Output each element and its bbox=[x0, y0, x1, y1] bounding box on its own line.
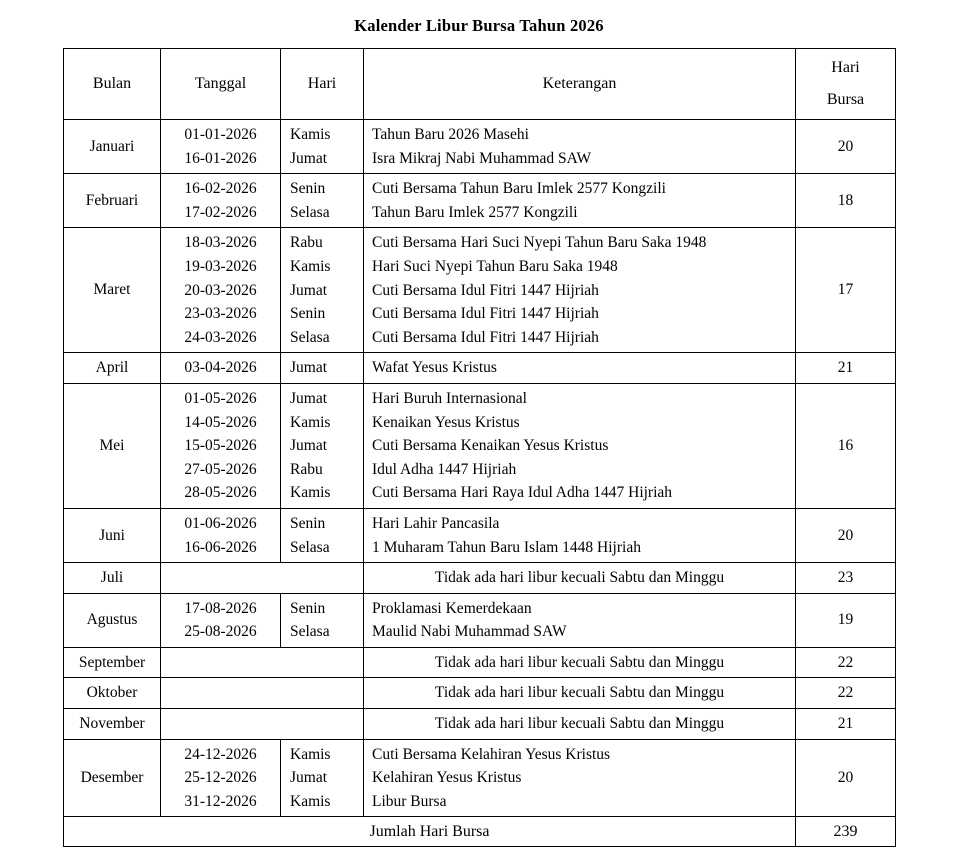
cell-hari bbox=[281, 383, 364, 508]
cell-tanggal-line: 17-08-2026 bbox=[184, 599, 257, 617]
cell-keterangan-lines bbox=[364, 594, 795, 647]
cell-bulan: November bbox=[64, 709, 161, 740]
column-header-hari: Hari bbox=[281, 49, 364, 120]
cell-keterangan-line: Proklamasi Kemerdekaan bbox=[372, 599, 532, 617]
table-body bbox=[64, 120, 896, 817]
cell-bulan: Juni bbox=[64, 508, 161, 562]
cell-hari-lines bbox=[281, 120, 363, 173]
cell-tanggal-lines bbox=[161, 174, 280, 227]
holiday-calendar-table-wrapper bbox=[63, 48, 895, 847]
cell-hari-line: Jumat bbox=[290, 281, 328, 299]
cell-hari-line: Kamis bbox=[290, 413, 331, 431]
cell-tanggal-line: 24-12-2026 bbox=[184, 745, 257, 763]
cell-hari-line: Rabu bbox=[290, 460, 323, 478]
cell-hari-line: Jumat bbox=[290, 769, 328, 787]
cell-keterangan-lines bbox=[364, 709, 795, 739]
cell-tanggal-lines bbox=[161, 740, 280, 817]
cell-keterangan-lines bbox=[364, 353, 795, 383]
cell-hari-bursa: 20 bbox=[796, 120, 896, 174]
cell-keterangan-line: Cuti Bersama Hari Suci Nyepi Tahun Baru Saka 1948 bbox=[372, 234, 707, 252]
cell-keterangan-line: Isra Mikraj Nabi Muhammad SAW bbox=[372, 149, 592, 167]
cell-keterangan-line: Tahun Baru Imlek 2577 Kongzili bbox=[372, 203, 578, 221]
cell-keterangan-line: Cuti Bersama Kenaikan Yesus Kristus bbox=[372, 437, 609, 455]
cell-keterangan-line: Kelahiran Yesus Kristus bbox=[372, 769, 522, 787]
cell-hari bbox=[281, 228, 364, 353]
cell-tanggal-hari-merged-empty bbox=[161, 709, 364, 740]
header-row bbox=[64, 49, 896, 120]
cell-hari-bursa: 17 bbox=[796, 228, 896, 353]
cell-keterangan-line: Cuti Bersama Idul Fitri 1447 Hijriah bbox=[372, 281, 599, 299]
cell-keterangan-line: Cuti Bersama Hari Raya Idul Adha 1447 Hijriah bbox=[372, 484, 673, 502]
cell-tanggal bbox=[161, 383, 281, 508]
cell-hari-bursa: 23 bbox=[796, 563, 896, 594]
cell-keterangan bbox=[364, 174, 796, 228]
cell-hari-line: Senin bbox=[290, 180, 326, 198]
cell-bulan: Maret bbox=[64, 228, 161, 353]
cell-hari-bursa: 20 bbox=[796, 739, 896, 817]
cell-keterangan-lines bbox=[364, 563, 795, 593]
table-row bbox=[64, 739, 896, 817]
cell-tanggal-line: 31-12-2026 bbox=[184, 792, 257, 810]
cell-hari-line: Selasa bbox=[290, 623, 330, 641]
cell-tanggal-line: 01-06-2026 bbox=[184, 514, 257, 532]
cell-tanggal-hari-merged-empty bbox=[161, 678, 364, 709]
cell-hari bbox=[281, 593, 364, 647]
cell-bulan: September bbox=[64, 647, 161, 678]
cell-tanggal bbox=[161, 120, 281, 174]
column-header-hari-bursa bbox=[796, 49, 896, 120]
table-row bbox=[64, 174, 896, 228]
table-row bbox=[64, 228, 896, 353]
cell-hari-bursa: 20 bbox=[796, 508, 896, 562]
cell-hari-line: Kamis bbox=[290, 257, 331, 275]
cell-tanggal bbox=[161, 353, 281, 384]
cell-hari-line: Selasa bbox=[290, 203, 330, 221]
cell-hari-line: Kamis bbox=[290, 792, 331, 810]
cell-hari-lines bbox=[281, 228, 363, 352]
cell-hari-line: Senin bbox=[290, 514, 326, 532]
cell-keterangan-lines bbox=[364, 384, 795, 508]
cell-bulan: Januari bbox=[64, 120, 161, 174]
table-row bbox=[64, 678, 896, 709]
cell-keterangan-line: Hari Buruh Internasional bbox=[372, 389, 527, 407]
cell-keterangan bbox=[364, 678, 796, 709]
cell-hari-bursa: 21 bbox=[796, 709, 896, 740]
table-footer bbox=[64, 817, 896, 847]
cell-tanggal-line: 01-05-2026 bbox=[184, 389, 257, 407]
table-row bbox=[64, 593, 896, 647]
cell-hari-line: Kamis bbox=[290, 745, 331, 763]
cell-keterangan bbox=[364, 383, 796, 508]
cell-hari-line: Jumat bbox=[290, 437, 328, 455]
cell-bulan: Mei bbox=[64, 383, 161, 508]
table-row bbox=[64, 120, 896, 174]
cell-hari-line: Jumat bbox=[290, 389, 328, 407]
table-header bbox=[64, 49, 896, 120]
cell-keterangan-line: Maulid Nabi Muhammad SAW bbox=[372, 623, 567, 641]
cell-keterangan bbox=[364, 593, 796, 647]
table-row bbox=[64, 647, 896, 678]
cell-tanggal-lines bbox=[161, 353, 280, 383]
column-header-tanggal: Tanggal bbox=[161, 49, 281, 120]
footer-total-hari-bursa: 239 bbox=[796, 817, 896, 847]
cell-tanggal-line: 01-01-2026 bbox=[184, 126, 257, 143]
cell-hari-line: Kamis bbox=[290, 126, 331, 143]
footer-row bbox=[64, 817, 896, 847]
column-header-hari-bursa-line1: Hari bbox=[831, 59, 860, 76]
cell-tanggal bbox=[161, 593, 281, 647]
cell-keterangan-lines bbox=[364, 228, 795, 352]
cell-hari-lines bbox=[281, 384, 363, 508]
cell-tanggal bbox=[161, 508, 281, 562]
cell-keterangan-line: Tidak ada hari libur kecuali Sabtu dan Minggu bbox=[434, 715, 725, 733]
cell-tanggal-line: 14-05-2026 bbox=[184, 413, 257, 431]
cell-hari-line: Rabu bbox=[290, 234, 323, 252]
cell-keterangan bbox=[364, 739, 796, 817]
table-row bbox=[64, 709, 896, 740]
cell-tanggal-line: 16-06-2026 bbox=[184, 538, 257, 556]
cell-keterangan bbox=[364, 647, 796, 678]
cell-hari-line: Jumat bbox=[290, 149, 328, 167]
cell-keterangan-line: Tidak ada hari libur kecuali Sabtu dan Minggu bbox=[434, 653, 725, 671]
cell-tanggal-line: 20-03-2026 bbox=[184, 281, 257, 299]
cell-keterangan-line: Wafat Yesus Kristus bbox=[372, 359, 497, 377]
cell-keterangan-lines bbox=[364, 740, 795, 817]
cell-tanggal-lines bbox=[161, 594, 280, 647]
cell-hari-lines bbox=[281, 353, 363, 383]
cell-hari bbox=[281, 174, 364, 228]
cell-tanggal bbox=[161, 739, 281, 817]
cell-hari-bursa: 22 bbox=[796, 678, 896, 709]
cell-tanggal-line: 03-04-2026 bbox=[184, 359, 257, 377]
cell-bulan: Oktober bbox=[64, 678, 161, 709]
cell-hari-line: Senin bbox=[290, 599, 326, 617]
cell-hari bbox=[281, 739, 364, 817]
cell-tanggal-lines bbox=[161, 228, 280, 352]
cell-hari-line: Kamis bbox=[290, 484, 331, 502]
cell-keterangan-line: Hari Suci Nyepi Tahun Baru Saka 1948 bbox=[372, 257, 618, 275]
cell-hari-line: Selasa bbox=[290, 328, 330, 346]
cell-keterangan bbox=[364, 353, 796, 384]
cell-keterangan-lines bbox=[364, 120, 795, 173]
cell-hari-lines bbox=[281, 594, 363, 647]
cell-keterangan-lines bbox=[364, 678, 795, 708]
cell-hari bbox=[281, 353, 364, 384]
cell-tanggal bbox=[161, 174, 281, 228]
cell-tanggal-line: 19-03-2026 bbox=[184, 257, 257, 275]
table-row bbox=[64, 508, 896, 562]
cell-hari-line: Jumat bbox=[290, 359, 328, 377]
cell-tanggal-line: 15-05-2026 bbox=[184, 437, 257, 455]
cell-tanggal-line: 16-01-2026 bbox=[184, 149, 257, 167]
cell-hari bbox=[281, 508, 364, 562]
cell-bulan: Desember bbox=[64, 739, 161, 817]
table-row bbox=[64, 383, 896, 508]
cell-keterangan-line: Libur Bursa bbox=[372, 792, 447, 810]
cell-tanggal-line: 23-03-2026 bbox=[184, 305, 257, 323]
cell-hari-line: Selasa bbox=[290, 538, 330, 556]
cell-keterangan-line: Hari Lahir Pancasila bbox=[372, 514, 500, 532]
cell-hari-lines bbox=[281, 509, 363, 562]
table-row bbox=[64, 563, 896, 594]
cell-hari-bursa: 16 bbox=[796, 383, 896, 508]
cell-keterangan-line: Cuti Bersama Tahun Baru Imlek 2577 Kongzili bbox=[372, 180, 666, 198]
cell-hari-bursa: 21 bbox=[796, 353, 896, 384]
footer-label: Jumlah Hari Bursa bbox=[64, 817, 796, 847]
page-title: Kalender Libur Bursa Tahun 2026 bbox=[354, 16, 604, 35]
cell-tanggal-line: 28-05-2026 bbox=[184, 484, 257, 502]
cell-keterangan-line: Tahun Baru 2026 Masehi bbox=[372, 126, 529, 143]
cell-keterangan-line: Tidak ada hari libur kecuali Sabtu dan Minggu bbox=[434, 684, 725, 702]
cell-keterangan-line: Tidak ada hari libur kecuali Sabtu dan Minggu bbox=[434, 569, 725, 587]
column-header-hari-bursa-line2: Bursa bbox=[826, 91, 865, 108]
cell-tanggal-hari-merged-empty bbox=[161, 563, 364, 594]
cell-keterangan bbox=[364, 709, 796, 740]
column-header-keterangan: Keterangan bbox=[364, 49, 796, 120]
cell-hari-line: Senin bbox=[290, 305, 326, 323]
cell-keterangan-line: 1 Muharam Tahun Baru Islam 1448 Hijriah bbox=[372, 538, 641, 556]
cell-tanggal-line: 17-02-2026 bbox=[184, 203, 257, 221]
cell-hari bbox=[281, 120, 364, 174]
cell-tanggal-line: 18-03-2026 bbox=[184, 234, 257, 252]
cell-keterangan-lines bbox=[364, 174, 795, 227]
column-header-bulan: Bulan bbox=[64, 49, 161, 120]
cell-tanggal-lines bbox=[161, 384, 280, 508]
cell-hari-bursa: 18 bbox=[796, 174, 896, 228]
cell-keterangan-line: Kenaikan Yesus Kristus bbox=[372, 413, 520, 431]
cell-bulan: Agustus bbox=[64, 593, 161, 647]
holiday-calendar-table bbox=[63, 48, 896, 847]
cell-hari-lines bbox=[281, 174, 363, 227]
cell-tanggal-line: 24-03-2026 bbox=[184, 328, 257, 346]
cell-bulan: Februari bbox=[64, 174, 161, 228]
cell-tanggal-line: 16-02-2026 bbox=[184, 180, 257, 198]
cell-keterangan-line: Cuti Bersama Idul Fitri 1447 Hijriah bbox=[372, 328, 599, 346]
cell-keterangan-line: Idul Adha 1447 Hijriah bbox=[372, 460, 517, 478]
cell-keterangan bbox=[364, 120, 796, 174]
cell-keterangan-line: Cuti Bersama Kelahiran Yesus Kristus bbox=[372, 745, 611, 763]
cell-keterangan bbox=[364, 508, 796, 562]
cell-tanggal-lines bbox=[161, 509, 280, 562]
cell-tanggal-hari-merged-empty bbox=[161, 647, 364, 678]
cell-tanggal-line: 25-12-2026 bbox=[184, 769, 257, 787]
cell-bulan: April bbox=[64, 353, 161, 384]
cell-keterangan bbox=[364, 228, 796, 353]
table-row bbox=[64, 353, 896, 384]
cell-keterangan-line: Cuti Bersama Idul Fitri 1447 Hijriah bbox=[372, 305, 599, 323]
cell-bulan: Juli bbox=[64, 563, 161, 594]
cell-hari-bursa: 19 bbox=[796, 593, 896, 647]
cell-hari-bursa: 22 bbox=[796, 647, 896, 678]
cell-tanggal-lines bbox=[161, 120, 280, 173]
cell-keterangan bbox=[364, 563, 796, 594]
cell-tanggal-line: 27-05-2026 bbox=[184, 460, 257, 478]
cell-hari-lines bbox=[281, 740, 363, 817]
cell-keterangan-lines bbox=[364, 509, 795, 562]
cell-keterangan-lines bbox=[364, 648, 795, 678]
cell-tanggal bbox=[161, 228, 281, 353]
cell-tanggal-line: 25-08-2026 bbox=[184, 623, 257, 641]
